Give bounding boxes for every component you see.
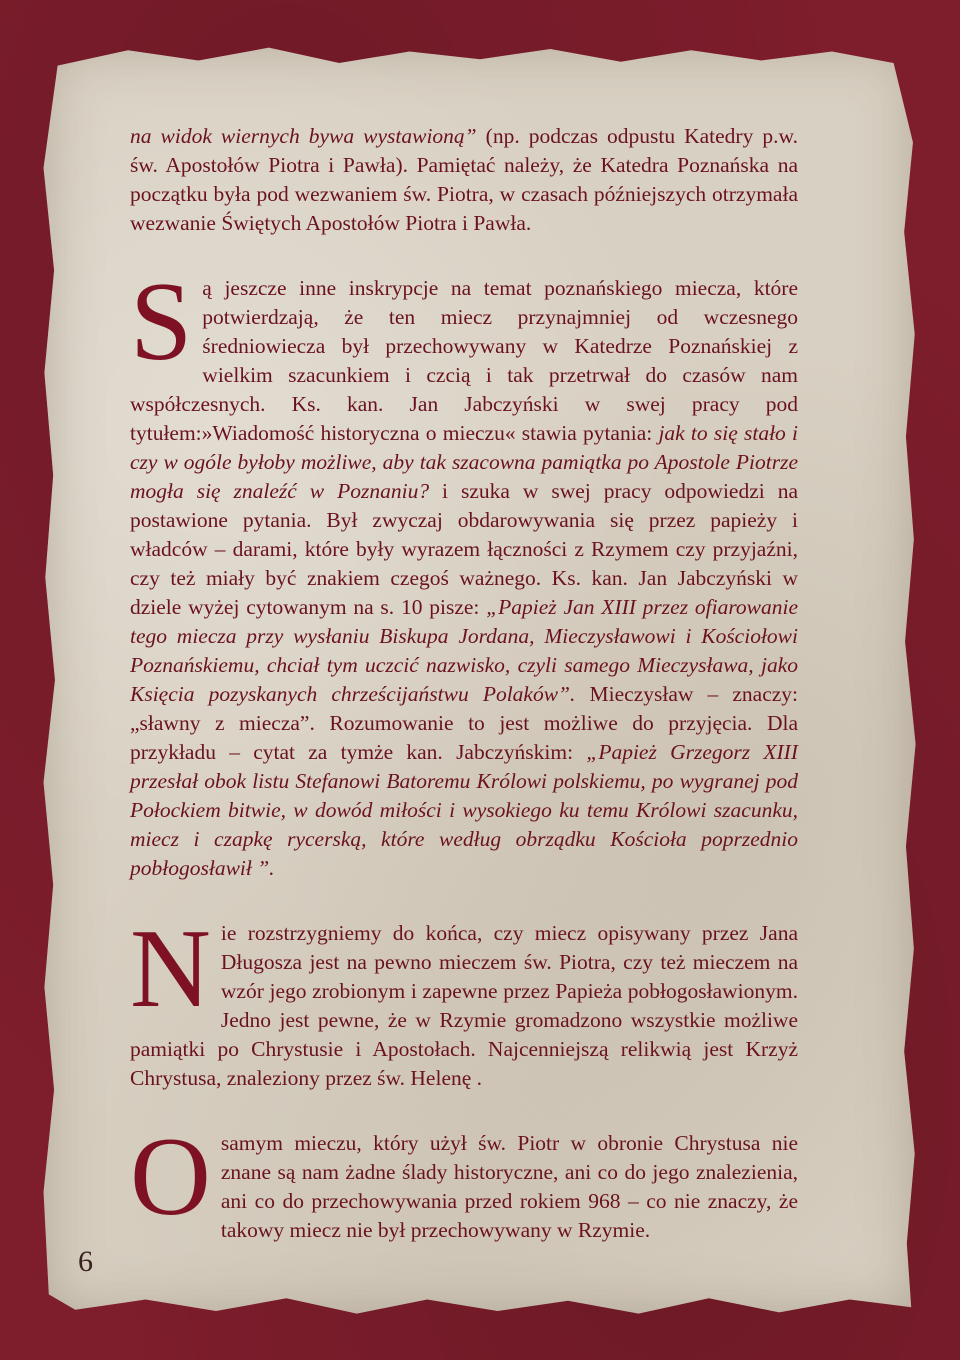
paragraph-text: Mieczysław – znaczy: „sławny z miecza”. Rozumowanie to jest możliwe do przyjęcia. Dla przykładu – cytat za tymże kan. Jabczyńskim: xyxy=(130,682,798,764)
quote-jan-xiii: „Papież Jan XIII przez ofiarowanie tego miecza przy wysłaniu Biskupa Jordana, Mieczysławowi i Kościołowi Poznańskiemu, chciał tym uczcić nazwisko, czyli samego Mieczysława, jako Księcia pozyskanych chrześcijaństwu Polaków”. xyxy=(130,595,798,706)
paragraph-4 xyxy=(130,1115,798,1245)
quote-question: jak to się stało i czy w ogóle byłoby możliwe, aby tak szacowna pamiątka po Apostole Piotrze mogła się znaleźć w Poznaniu? xyxy=(130,421,798,503)
paragraph-text: ie rozstrzygniemy do końca, czy miecz opisywany przez Jana Długosza jest na pewno mieczem św. Piotra, czy też mieczem na wzór jego zrobionym i zapewne przez Papieża pobłogosławionym. Jedno jest pewne, że w Rzymie gromadzono wszystkie możliwe pamiątki po Chrystusie i Apostołach. Najcenniejszą relikwią jest Krzyż Chrystusa, znaleziony przez św. Helenę . xyxy=(130,921,798,1090)
paragraph-text: (np. podczas odpustu Katedry p.w. św. Apostołów Piotra i Pawła). Pamiętać należy, że Katedra Poznańska na początku była pod wezwaniem św. Piotra, w czasach późniejszych otrzymała wezwanie Świętych Apostołów Piotra i Pawła. xyxy=(130,124,798,235)
paragraph-3 xyxy=(130,907,798,1093)
drop-cap: S xyxy=(130,260,193,384)
paragraph-text: i szuka w swej pracy odpowiedzi na postawione pytania. Był zwyczaj obdarowywania się przez papieży i władców – darami, które były wyrazem łączności z Rzymem czy przyjaźni, czy też miały być znakiem czegoś ważnego. Ks. kan. Jan Jabczyński w dziele wyżej cytowanym na s. 10 pisze: xyxy=(130,479,798,619)
quote-grzegorz-xiii: „Papież Grzegorz XIII przesłał obok listu Stefanowi Batoremu Królowi polskiemu, po wygranej pod Połockiem bitwie, w dowód miłości i wysokiego ku temu Królowi szacunku, miecz i czapkę rycerską, które według obrządku Kościoła poprzednio pobłogosławił ”. xyxy=(130,740,798,880)
quote-fragment: na widok wiernych bywa wystawioną” xyxy=(130,124,477,148)
paragraph-2 xyxy=(130,260,798,883)
drop-cap: O xyxy=(130,1115,211,1239)
paragraph-text: samym mieczu, który użył św. Piotr w obronie Chrystusa nie znane są nam żadne ślady historyczne, ani co do jego znalezienia, ani co do przechowywania przed rokiem 968 – co nie znaczy, że takowy miecz nie był przechowywany w Rzymie. xyxy=(220,1131,798,1242)
drop-cap: N xyxy=(130,907,211,1031)
article-text xyxy=(130,122,798,1245)
paragraph-text: ą jeszcze inne inskrypcje na temat poznańskiego miecza, które potwierdzają, że ten miecz przynajmniej od wczesnego średniowiecza był przechowywany w Katedrze Poznańskiej z wielkim szacunkiem i czcią i tak przetrwał do czasów nam współczesnych. Ks. kan. Jan Jabczyński w swej pracy pod tytułem:»Wiadomość historyczna o mieczu« stawia pytania: xyxy=(130,276,798,445)
paragraph-1 xyxy=(130,122,798,238)
page-number: 6 xyxy=(78,1245,93,1278)
